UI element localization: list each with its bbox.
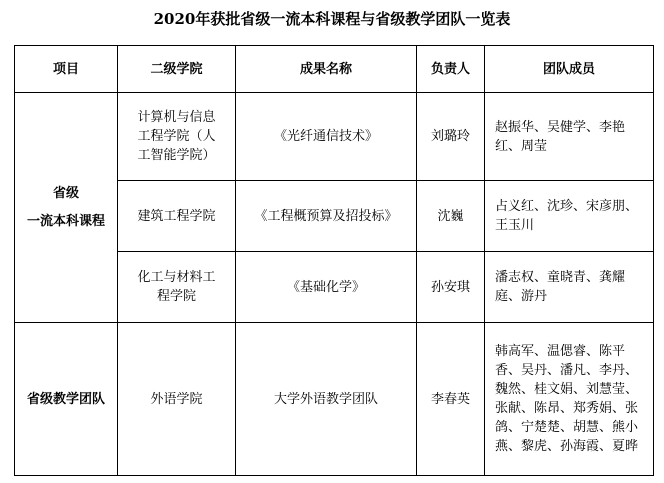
leader-cell: 李春英: [417, 323, 485, 476]
header-team: 团队成员: [485, 46, 654, 93]
achievement-cell: 大学外语教学团队: [236, 323, 417, 476]
department-cell: 外语学院: [118, 323, 236, 476]
header-leader: 负责人: [417, 46, 485, 93]
team-cell: 潘志权、童晓青、龚耀庭、游丹: [485, 252, 654, 323]
leader-cell: 孙安琪: [417, 252, 485, 323]
table-row: [15, 323, 654, 476]
department-cell: 建筑工程学院: [118, 181, 236, 252]
achievement-cell: 《光纤通信技术》: [236, 93, 417, 181]
leader-cell: 沈巍: [417, 181, 485, 252]
achievement-cell: 《工程概预算及招投标》: [236, 181, 417, 252]
leader-cell: 刘璐玲: [417, 93, 485, 181]
header-achievement: 成果名称: [236, 46, 417, 93]
department-cell: 化工与材料工程学院: [118, 252, 236, 323]
team-cell: 占义红、沈珍、宋彦朋、王玉川: [485, 181, 654, 252]
team-cell: 赵振华、吴健学、李艳红、周莹: [485, 93, 654, 181]
header-category: 项目: [15, 46, 118, 93]
achievement-cell: 《基础化学》: [236, 252, 417, 323]
table-row: [15, 93, 654, 181]
header-row: [15, 46, 654, 93]
document-title: 2020年获批省级一流本科课程与省级教学团队一览表: [153, 10, 511, 28]
award-table: [14, 45, 654, 476]
category-cell-courses: [15, 93, 118, 323]
department-cell: 计算机与信息工程学院（人工智能学院）: [118, 93, 236, 181]
team-cell: 韩高军、温偲睿、陈平香、吴丹、潘凡、李丹、魏然、桂文娟、刘慧莹、张献、陈昂、郑秀娟、张鸽、宁楚楚、胡慧、熊小燕、黎虎、孙海霞、夏晔: [485, 323, 654, 476]
category-line: 一流本科课程: [26, 214, 105, 229]
category-cell-team: 省级教学团队: [15, 323, 118, 476]
header-department: 二级学院: [118, 46, 236, 93]
category-line: 省级: [52, 186, 79, 201]
